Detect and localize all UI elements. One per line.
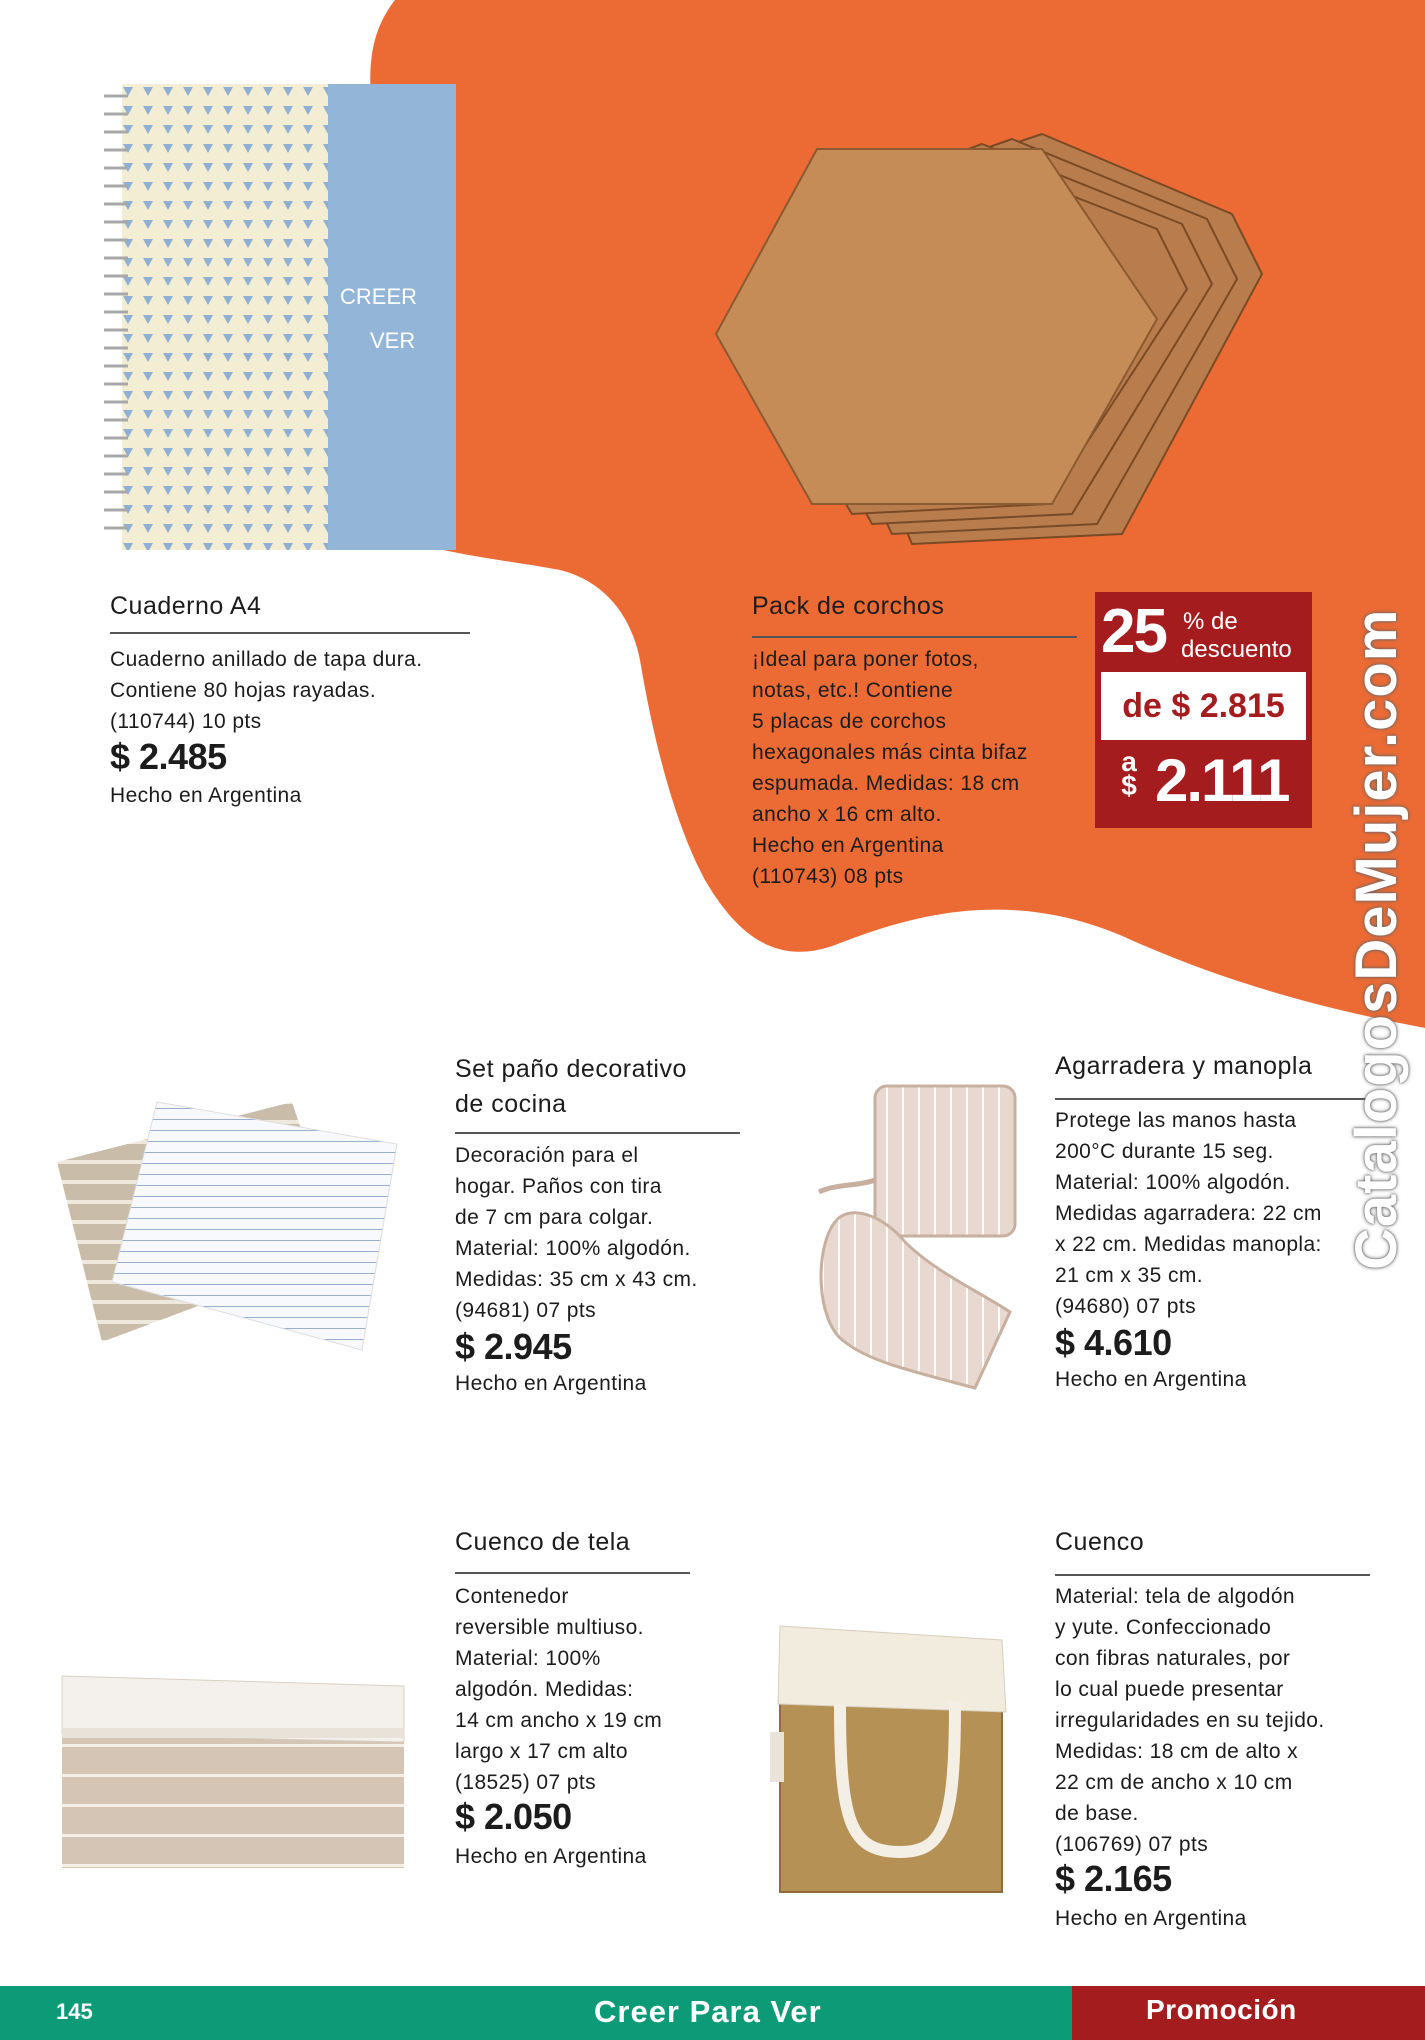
product-title-cuenco: Cuenco [1055,1528,1145,1556]
desc-line: Material: 100% algodón. [1055,1171,1291,1194]
desc-line: Medidas agarradera: 22 cm [1055,1202,1322,1225]
footer-bar [0,1986,1072,2040]
desc-line: y yute. Confeccionado [1055,1616,1272,1639]
product-title-corchos: Pack de corchos [752,592,945,620]
desc-line: ancho x 16 cm alto. [752,803,942,826]
product-origin-cuenco: Hecho en Argentina [1055,1907,1247,1930]
product-price-set-pano: $ 2.945 [455,1326,572,1367]
product-price-cuaderno: $ 2.485 [110,736,227,777]
discount-percent: 25 [1101,597,1166,666]
discounted-price: 2.111 [1155,747,1289,814]
product-description-set-pano [455,1140,698,1326]
product-title-agarradera: Agarradera y manopla [1055,1052,1313,1080]
footer-section-label: Promoción [1146,1994,1297,2025]
product-origin-cuenco-tela: Hecho en Argentina [455,1845,647,1868]
cork-pack-image [712,124,1282,554]
desc-line: espumada. Medidas: 18 cm [752,772,1020,795]
desc-line: ¡Ideal para poner fotos, [752,648,979,671]
desc-line: largo x 17 cm alto [455,1740,628,1763]
discount-percent-sign: % de [1183,608,1238,635]
desc-line: Material: 100% [455,1647,601,1670]
desc-line: de 7 cm para colgar. [455,1206,654,1229]
desc-line: hogar. Paños con tira [455,1175,662,1198]
product-origin-agarradera: Hecho en Argentina [1055,1368,1247,1391]
divider [1055,1098,1370,1100]
product-description-cuenco-tela [455,1581,662,1798]
title-line: de cocina [455,1090,567,1118]
fabric-basket-image [58,1672,408,1872]
product-description-cuenco [1055,1581,1325,1860]
potholder-mitt-image [815,1072,1020,1394]
desc-line: algodón. Medidas: [455,1678,634,1701]
desc-line: hexagonales más cinta bifaz [752,741,1028,764]
notebook-image [100,84,470,554]
watermark: CatalogosDeMujer.com [1344,608,1409,1270]
kitchen-towels-image [52,1092,402,1352]
desc-line: Medidas: 18 cm de alto x [1055,1740,1299,1763]
divider [455,1572,690,1574]
product-description-corchos [752,644,1028,892]
desc-line: (18525) 07 pts [455,1771,597,1794]
desc-line: 200°C durante 15 seg. [1055,1140,1274,1163]
desc-line: 22 cm de ancho x 10 cm [1055,1771,1293,1794]
notebook-cover-text-2: VER [370,328,416,353]
discount-badge [1095,592,1312,828]
product-description-agarradera [1055,1105,1322,1322]
divider [110,632,470,634]
footer-brand: Creer Para Ver [594,1994,822,2029]
divider [1055,1574,1370,1576]
desc-line: Material: 100% algodón. [455,1237,691,1260]
product-price-cuenco: $ 2.165 [1055,1858,1172,1899]
desc-line: Protege las manos hasta [1055,1109,1297,1132]
desc-line: irregularidades en su tejido. [1055,1709,1325,1732]
product-title-set-pano [455,1052,687,1122]
notebook-cover-text-1: CREER [340,284,418,309]
desc-line: x 22 cm. Medidas manopla: [1055,1233,1322,1256]
price-connector [1117,746,1141,801]
desc-line: lo cual puede presentar [1055,1678,1284,1701]
product-origin-cuaderno: Hecho en Argentina [110,784,302,807]
desc-line: (94680) 07 pts [1055,1295,1197,1318]
title-line: Set paño decorativo [455,1055,687,1083]
page-number: 145 [56,1999,93,2024]
desc-line: Hecho en Argentina [752,834,944,857]
product-title-cuenco-tela: Cuenco de tela [455,1528,631,1556]
desc-line: Contiene 80 hojas rayadas. [110,679,377,702]
desc-line: con fibras naturales, por [1055,1647,1291,1670]
desc-line: (110744) 10 pts [110,710,262,733]
desc-line: notas, etc.! Contiene [752,679,954,702]
jute-bowl-image [770,1622,1010,1897]
desc-line: Medidas: 35 cm x 43 cm. [455,1268,698,1291]
desc-line: (110743) 08 pts [752,865,904,888]
desc-line: reversible multiuso. [455,1616,644,1639]
product-price-cuenco-tela: $ 2.050 [455,1796,572,1837]
product-origin-set-pano: Hecho en Argentina [455,1372,647,1395]
divider [752,636,1077,638]
desc-line: (106769) 07 pts [1055,1833,1209,1856]
desc-line: Material: tela de algodón [1055,1585,1295,1608]
original-price: de $ 2.815 [1101,672,1306,740]
desc-line: Contenedor [455,1585,569,1608]
product-description-cuaderno [110,644,422,737]
desc-line: Decoración para el [455,1144,639,1167]
divider [455,1132,740,1134]
currency-symbol: $ [1121,770,1137,801]
desc-line: 21 cm x 35 cm. [1055,1264,1203,1287]
product-price-agarradera: $ 4.610 [1055,1322,1172,1363]
desc-line: 14 cm ancho x 19 cm [455,1709,663,1732]
desc-line: (94681) 07 pts [455,1299,597,1322]
price-a-label: a [1121,746,1137,777]
product-title-cuaderno: Cuaderno A4 [110,592,262,620]
desc-line: 5 placas de corchos [752,710,947,733]
discount-label: descuento [1181,636,1292,663]
desc-line: de base. [1055,1802,1139,1825]
desc-line: Cuaderno anillado de tapa dura. [110,648,423,671]
